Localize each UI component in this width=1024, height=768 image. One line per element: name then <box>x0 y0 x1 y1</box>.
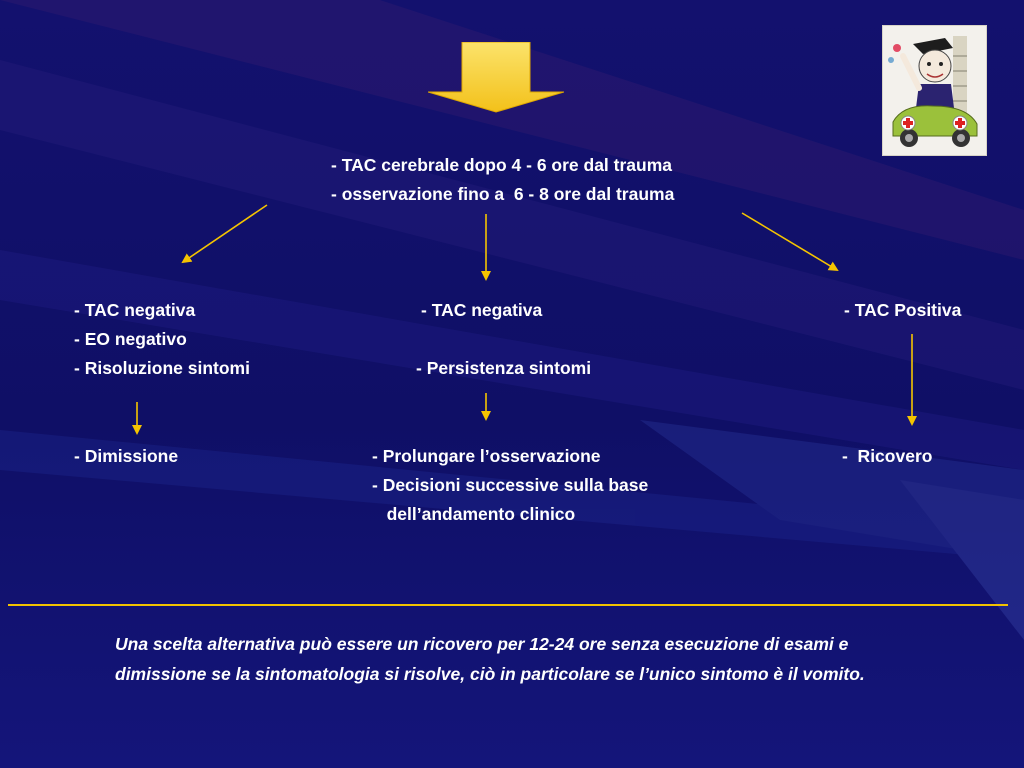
center-outcome-2: - Decisioni successive sulla base <box>372 475 649 495</box>
left-condition-3: - Risoluzione sintomi <box>74 358 250 378</box>
center-condition-1: - TAC negativa <box>421 300 543 320</box>
right-outcome: - Ricovero <box>842 446 933 466</box>
left-condition-1: - TAC negativa <box>74 300 196 320</box>
center-condition-2: - Persistenza sintomi <box>416 358 592 378</box>
left-condition-2: - EO negativo <box>74 329 187 349</box>
arrow-to-left-branch <box>183 205 267 262</box>
arrow-to-right-branch <box>742 213 837 270</box>
left-outcome: - Dimissione <box>74 446 179 466</box>
center-outcome-3: dell’andamento clinico <box>372 504 576 524</box>
initial-step-line-2: - osservazione fino a 6 - 8 ore dal trauma <box>331 184 675 204</box>
alternative-note: Una scelta alternativa può essere un ricovero per 12-24 ore senza esecuzione di esami e dimissione se la sintomatologia si risolve, ciò in particolare se l’unico sintomo è il vomito. <box>115 634 865 684</box>
initial-step-line-1: - TAC cerebrale dopo 4 - 6 ore dal trauma <box>331 155 673 175</box>
right-condition: - TAC Positiva <box>844 300 962 320</box>
center-outcome-1: - Prolungare l’osservazione <box>372 446 601 466</box>
separator-line <box>8 604 1008 606</box>
